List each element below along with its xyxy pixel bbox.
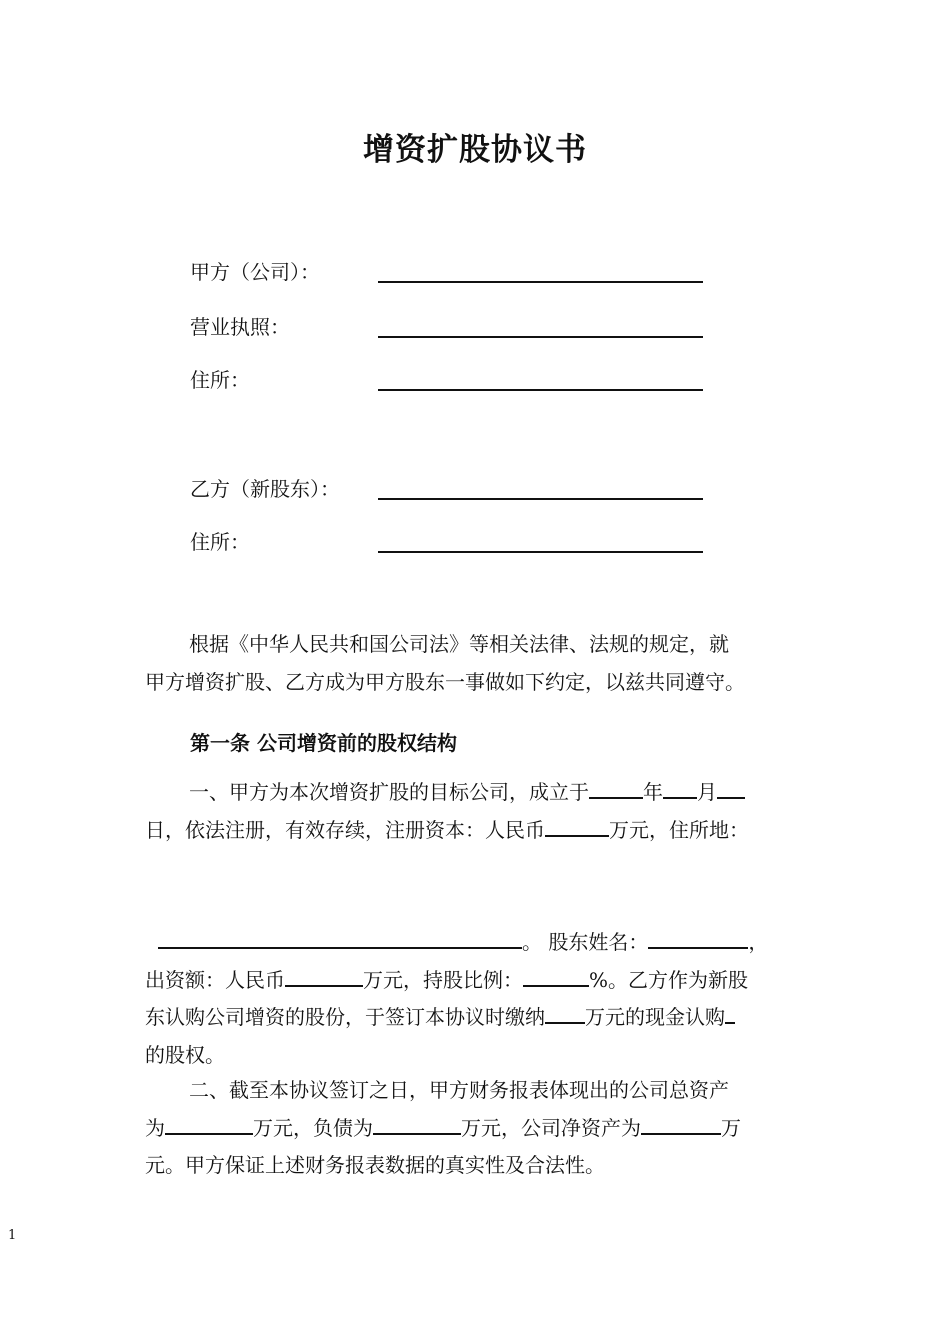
- clause-1-line-2: [145, 812, 805, 850]
- net-assets-blank[interactable]: [641, 1112, 721, 1135]
- subscription-text: 东认购公司增资的股份，于签订本协议时缴纳: [145, 1005, 545, 1029]
- document-title: 增资扩股协议书: [363, 132, 587, 168]
- shareholding-ratio-label: 万元，持股比例：: [363, 967, 523, 992]
- preamble-line-1: 根据《中华人民共和国公司法》等相关法律、法规的规定，就: [189, 632, 729, 656]
- article-1-heading: 第一条 公司增资前的股权结构: [190, 731, 457, 755]
- clause-2-line-2: [145, 1110, 805, 1148]
- total-assets-blank[interactable]: [165, 1112, 253, 1135]
- established-year-blank[interactable]: [589, 776, 643, 799]
- total-assets-label: 为: [145, 1115, 165, 1140]
- clause-1-line-6: 的股权。: [145, 1042, 225, 1067]
- preamble-line-2: 甲方增资扩股、乙方成为甲方股东一事做如下约定，以兹共同遵守。: [145, 669, 745, 694]
- contribution-blank[interactable]: [285, 964, 363, 987]
- shareholder-name-label: 。 股东姓名：: [522, 930, 649, 954]
- contribution-label: 出资额：人民币: [145, 967, 285, 992]
- registered-capital-label: 日，依法注册，有效存续，注册资本：人民币: [145, 817, 545, 842]
- clause-1-line-1: [145, 774, 805, 812]
- cash-subscription-label: 万元的现金认购: [585, 1005, 725, 1029]
- page-number: 1: [8, 1228, 17, 1243]
- clause-1-spacer: [145, 849, 805, 924]
- clause-1-line-3: [145, 924, 805, 962]
- new-shareholder-text: %。乙方作为新股: [589, 967, 749, 992]
- article-1-clause-2: [145, 1072, 805, 1185]
- party-a-name-label: 甲方（公司）：: [190, 260, 320, 284]
- cash-amount-blank[interactable]: [545, 1001, 585, 1024]
- comma: ，: [748, 930, 769, 954]
- address-label: 万元，住所地：: [609, 817, 749, 842]
- clause-2-line-3: 元。甲方保证上述财务报表数据的真实性及合法性。: [145, 1153, 605, 1177]
- party-b-address-label: 住所：: [190, 530, 250, 554]
- shareholder-name-blank[interactable]: [648, 926, 748, 949]
- clause-1-line-5: [145, 999, 805, 1037]
- party-b-address-blank[interactable]: [378, 551, 703, 553]
- established-month-blank[interactable]: [663, 776, 697, 799]
- liabilities-label: 万元，负债为: [253, 1115, 373, 1140]
- clause-1-text: 一、甲方为本次增资扩股的目标公司，成立于: [189, 780, 589, 804]
- company-address-blank[interactable]: [158, 926, 522, 949]
- shareholding-ratio-blank[interactable]: [523, 964, 589, 987]
- party-a-license-blank[interactable]: [378, 336, 703, 338]
- month-label: 月: [697, 780, 717, 804]
- established-day-blank[interactable]: [717, 776, 745, 799]
- registered-capital-blank[interactable]: [545, 814, 609, 837]
- liabilities-blank[interactable]: [373, 1112, 461, 1135]
- party-b-name-label: 乙方（新股东）：: [190, 477, 340, 501]
- article-1-clause-1: [145, 774, 805, 1074]
- unit-wan: 万: [721, 1115, 741, 1140]
- party-a-license-label: 营业执照：: [190, 315, 290, 339]
- clause-2-line-1: 二、截至本协议签订之日，甲方财务报表体现出的公司总资产: [189, 1078, 729, 1102]
- party-a-address-label: 住所：: [190, 368, 250, 392]
- net-assets-label: 万元，公司净资产为: [461, 1115, 641, 1140]
- subscription-tail-blank[interactable]: [725, 1001, 735, 1024]
- year-label: 年: [643, 780, 663, 804]
- clause-1-line-4: [145, 962, 805, 1000]
- preamble-paragraph: [145, 626, 805, 701]
- party-b-name-blank[interactable]: [378, 498, 703, 500]
- party-a-address-blank[interactable]: [378, 389, 703, 391]
- party-a-name-blank[interactable]: [378, 281, 703, 283]
